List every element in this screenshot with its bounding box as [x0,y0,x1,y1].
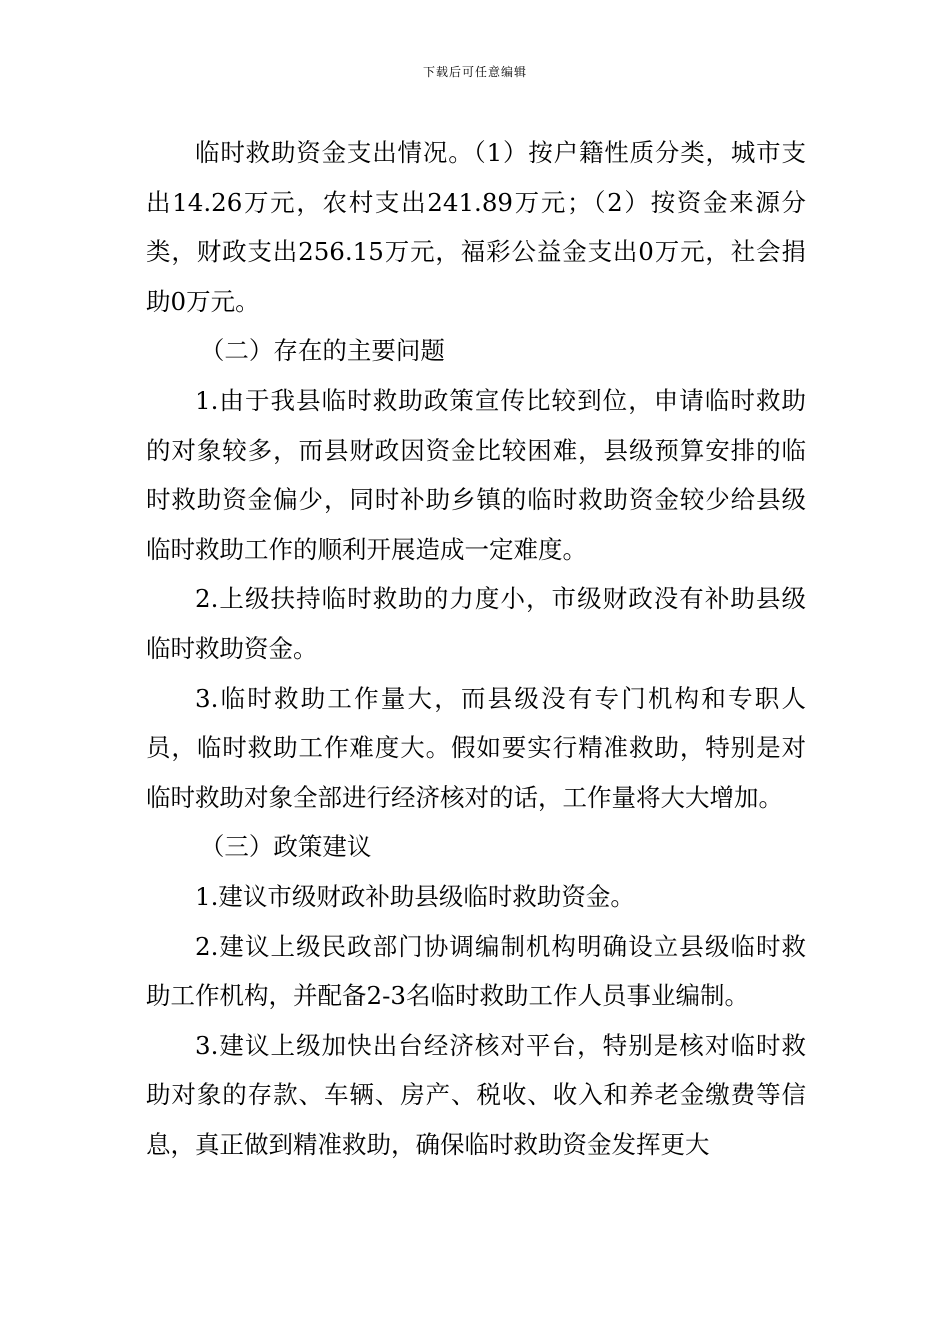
paragraph-problem-2: 2.上级扶持临时救助的力度小，市级财政没有补助县级临时救助资金。 [146,584,806,663]
paragraph-problem-3: 3.临时救助工作量大，而县级没有专门机构和专职人员，临时救助工作难度大。假如要实行精准救助，特别是对临时救助对象全部进行经济核对的话，工作量将大大增加。 [146,683,806,812]
section-heading-policy-suggestions: （三）政策建议 [199,832,372,862]
paragraph-fund-expenditure: 临时救助资金支出情况。（1）按户籍性质分类，城市支出14.26万元，农村支出241.89万元；（2）按资金来源分类，财政支出256.15万元，福彩公益金支出0万元，社会捐助0万元。 [146,138,806,316]
paragraph-problem-1: 1.由于我县临时救助政策宣传比较到位，申请临时救助的对象较多，而县财政因资金比较困难，县级预算安排的临时救助资金偏少，同时补助乡镇的临时救助资金较少给县级临时救助工作的顺利开展造成一定难度。 [146,385,806,564]
paragraph-suggestion-2: 2.建议上级民政部门协调编制机构明确设立县级临时救助工作机构，并配备2-3名临时救助工作人员事业编制。 [146,931,806,1011]
paragraph-suggestion-1: 1.建议市级财政补助县级临时救助资金。 [195,881,635,911]
paragraph-suggestion-3: 3.建议上级加快出台经济核对平台，特别是核对临时救助对象的存款、车辆、房产、税收、收入和养老金缴费等信息，真正做到精准救助，确保临时救助资金发挥更大 [146,1030,806,1159]
page-header: 下载后可任意编辑 [422,65,527,79]
section-heading-main-problems: （二）存在的主要问题 [199,336,445,366]
document-body [146,128,806,1169]
